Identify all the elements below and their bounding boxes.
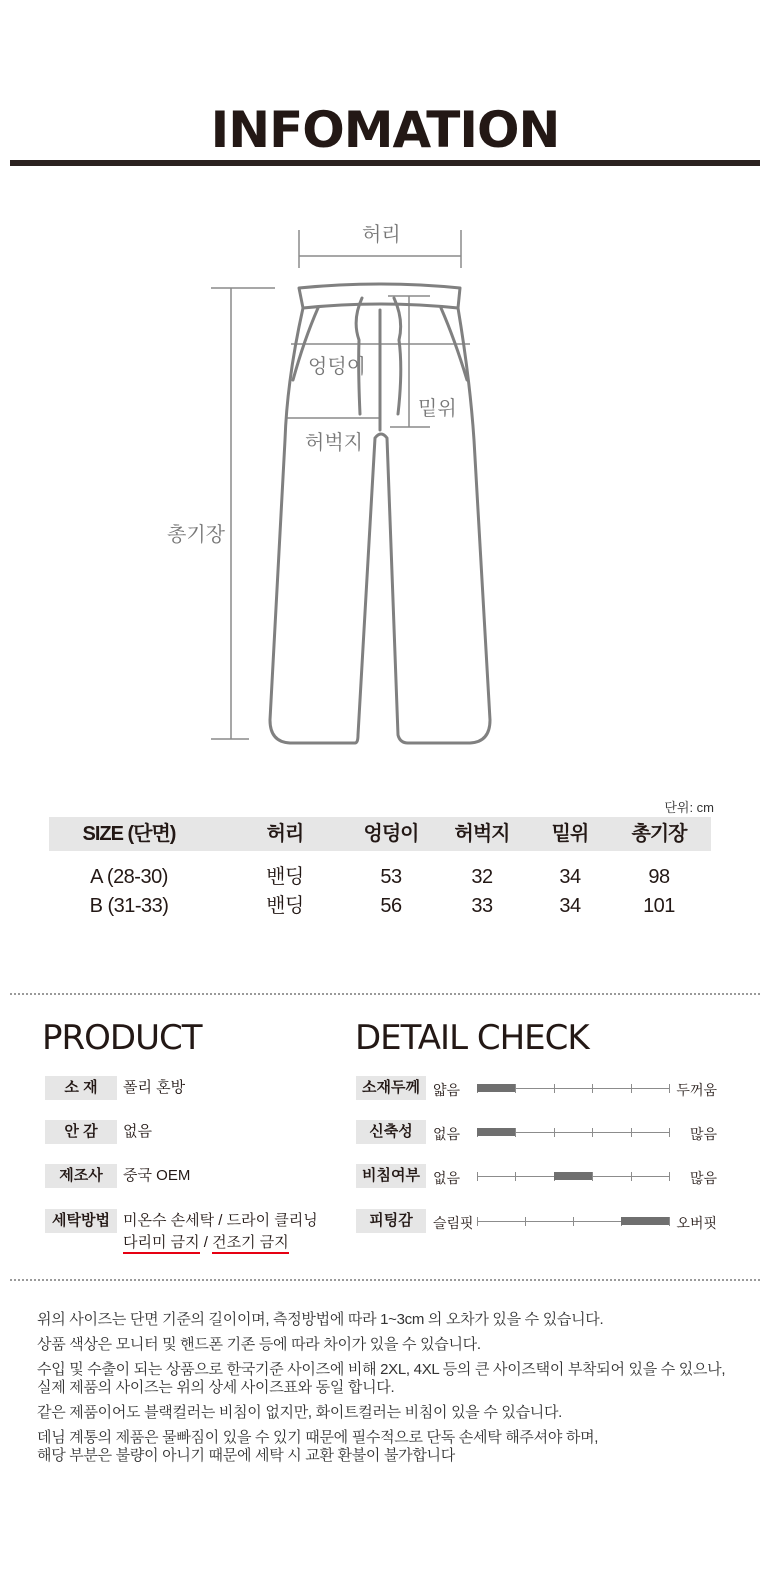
detail-scale-max-label: 많음 — [689, 1126, 717, 1142]
note-line: 수입 및 수출이 되는 상품으로 한국기준 사이즈에 비해 2XL, 4XL 등의 큰 사이즈택이 부착되어 있을 수 있으나, — [37, 1361, 726, 1378]
product-tag-material: 소 재 — [45, 1076, 117, 1100]
col-header-waist: 허리 — [266, 823, 304, 845]
detail-scale-min-label: 없음 — [433, 1126, 461, 1142]
table-cell-rise: 34 — [559, 895, 581, 917]
detail-scale-tick — [477, 1172, 478, 1181]
detail-scale-tick — [592, 1128, 593, 1137]
col-header-hip: 엉덩이 — [363, 823, 419, 845]
detail-scale-tick — [515, 1172, 516, 1181]
table-cell-length: 101 — [643, 895, 675, 917]
product-tag-washing: 세탁방법 — [45, 1209, 117, 1233]
detail-scale-tick — [631, 1128, 632, 1137]
col-header-rise: 밑위 — [551, 823, 589, 845]
rise-label: 밑위 — [418, 396, 457, 420]
product-value-washing: 미온수 손세탁 / 드라이 클리닝 — [123, 1212, 318, 1229]
product-tag-lining: 안 감 — [45, 1120, 117, 1144]
detail-scale-tick — [554, 1084, 555, 1093]
detail-check-title: DETAIL CHECK — [355, 1018, 589, 1058]
table-cell-hip: 53 — [380, 866, 402, 888]
thigh-label: 허벅지 — [305, 430, 363, 454]
page-title: INFOMATION — [210, 101, 560, 159]
detail-scale-max-label: 많음 — [689, 1170, 717, 1186]
detail-scale-tick — [573, 1217, 574, 1226]
table-cell-hip: 56 — [380, 895, 402, 917]
note-line: 같은 제품이어도 블랙컬러는 비침이 없지만, 화이트컬러는 비침이 있을 수 있습니다. — [37, 1404, 563, 1421]
hip-label: 엉덩이 — [308, 354, 366, 378]
col-header-thigh: 허벅지 — [454, 823, 510, 845]
product-title: PRODUCT — [42, 1018, 202, 1058]
product-value-material: 폴리 혼방 — [123, 1079, 186, 1096]
detail-scale-tick — [592, 1172, 593, 1181]
note-line: 데님 계통의 제품은 물빠짐이 있을 수 있기 때문에 필수적으로 단독 손세탁 해주셔야 하며, — [37, 1429, 599, 1446]
detail-scale-max-label: 오버핏 — [676, 1215, 717, 1231]
product-value-manufacturer: 중국 OEM — [123, 1167, 191, 1184]
detail-scale-tick — [515, 1084, 516, 1093]
pants-diagram — [0, 180, 770, 770]
detail-scale-tick — [592, 1084, 593, 1093]
note-line: 실제 제품의 사이즈는 위의 상세 사이즈표와 동일 합니다. — [37, 1379, 395, 1396]
detail-scale-tick — [669, 1172, 670, 1181]
detail-scale-marker — [477, 1128, 515, 1136]
detail-scale-tick — [669, 1084, 670, 1093]
detail-scale-tick — [525, 1217, 526, 1226]
detail-tag: 비침여부 — [356, 1164, 426, 1188]
table-cell-size: A (28-30) — [90, 866, 168, 888]
unit-label: 단위: cm — [664, 800, 714, 815]
col-header-size: SIZE (단면) — [82, 823, 176, 845]
table-cell-rise: 34 — [559, 866, 581, 888]
dotted-divider — [10, 993, 760, 995]
note-line: 위의 사이즈는 단면 기준의 길이이며, 측정방법에 따라 1~3cm 의 오차가 있을 수 있습니다. — [37, 1311, 604, 1328]
product-value-lining: 없음 — [123, 1123, 152, 1140]
waist-label: 허리 — [362, 222, 401, 246]
detail-tag: 신축성 — [356, 1120, 426, 1144]
detail-scale-tick — [669, 1128, 670, 1137]
warning-separator: / — [199, 1234, 213, 1251]
note-line: 상품 색상은 모니터 및 핸드폰 기존 등에 따라 차이가 있을 수 있습니다. — [37, 1336, 481, 1353]
table-cell-thigh: 33 — [471, 895, 493, 917]
detail-scale-marker — [477, 1084, 515, 1092]
table-cell-waist: 밴딩 — [266, 895, 304, 917]
detail-tag: 피팅감 — [356, 1209, 426, 1233]
detail-scale-min-label: 슬림핏 — [433, 1215, 474, 1231]
length-label: 총기장 — [167, 522, 225, 546]
detail-scale-min-label: 없음 — [433, 1170, 461, 1186]
dotted-divider — [10, 1279, 760, 1281]
table-cell-length: 98 — [648, 866, 670, 888]
detail-scale-tick — [554, 1128, 555, 1137]
table-cell-size: B (31-33) — [89, 895, 169, 917]
detail-scale-min-label: 얇음 — [433, 1082, 461, 1098]
detail-scale-tick — [477, 1217, 478, 1226]
table-cell-waist: 밴딩 — [266, 866, 304, 888]
no-iron-warning: 다리미 금지 — [123, 1234, 200, 1254]
detail-scale-tick — [669, 1217, 670, 1226]
title-divider — [10, 160, 760, 166]
product-tag-manufacturer: 제조사 — [45, 1164, 117, 1188]
no-dryer-warning: 건조기 금지 — [212, 1234, 289, 1254]
detail-scale-tick — [631, 1084, 632, 1093]
detail-tag: 소재두께 — [356, 1076, 426, 1100]
note-line: 해당 부분은 불량이 아니기 때문에 세탁 시 교환 환불이 불가합니다 — [37, 1447, 455, 1464]
col-header-length: 총기장 — [631, 823, 687, 845]
detail-scale-marker — [621, 1217, 669, 1225]
detail-scale-marker — [554, 1172, 592, 1180]
detail-scale-tick — [515, 1128, 516, 1137]
table-cell-thigh: 32 — [471, 866, 493, 888]
product-washing-warnings — [123, 1232, 289, 1254]
detail-scale-tick — [631, 1172, 632, 1181]
detail-scale-max-label: 두꺼움 — [676, 1082, 717, 1098]
